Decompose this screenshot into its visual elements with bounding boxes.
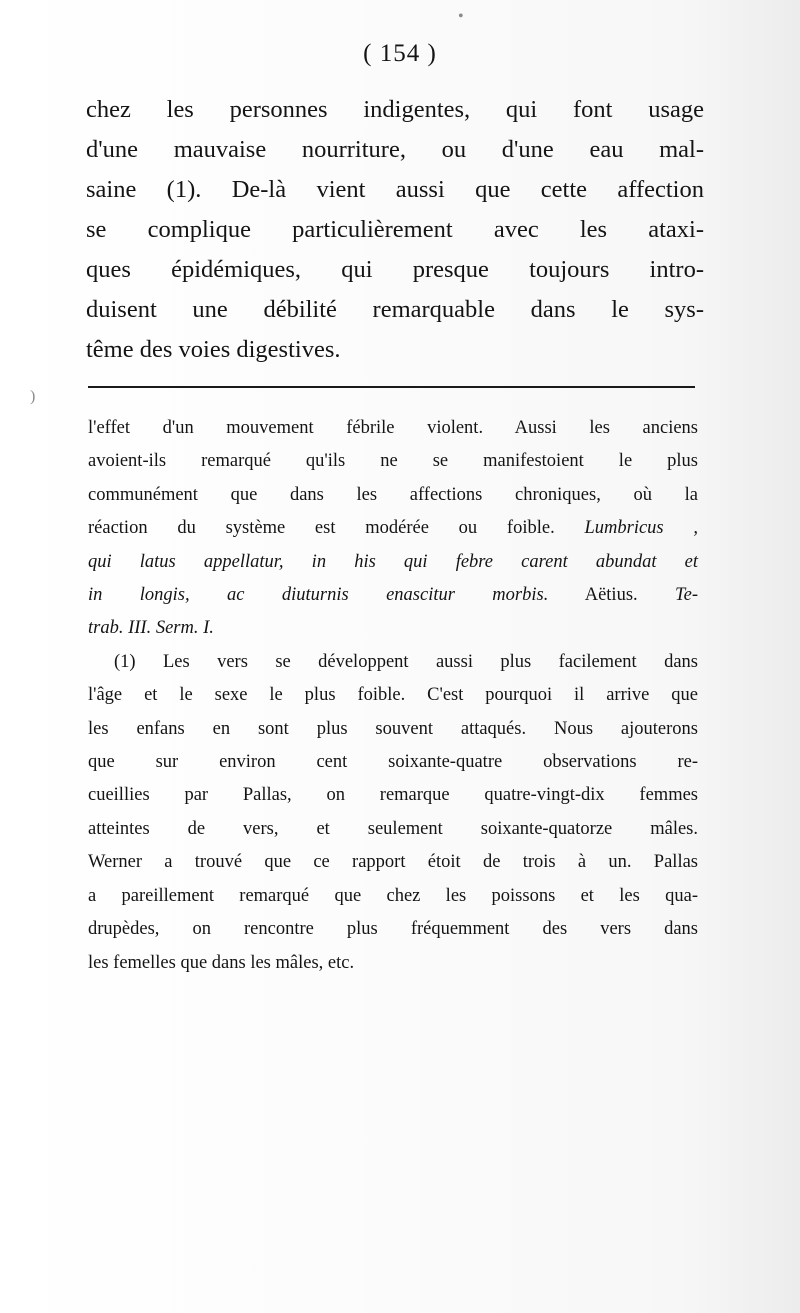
footnote-line: Werner a trouvé que ce rapport étoit de trois à un. Pallas <box>88 852 698 873</box>
footnote-continued <box>88 412 698 646</box>
footnote-divider <box>88 386 695 388</box>
footnote-line: a pareillement remarqué que chez les poissons et les qua- <box>88 885 698 906</box>
citation-ref: trab. III. Serm. I. <box>88 618 214 639</box>
footnote-text: réaction du système est modérée ou foible. <box>88 518 555 539</box>
text-line: se complique particulièrement avec les ataxi- <box>86 216 704 243</box>
text-line: saine (1). De-là vient aussi que cette affection <box>86 176 704 203</box>
citation-author: Aëtius. <box>584 585 638 606</box>
latin-quote-start: Lumbricus , <box>584 518 699 539</box>
footnote-line: les femelles que dans les mâles, etc. <box>88 952 355 973</box>
latin-quote-line: in longis, ac diuturnis enascitur morbis. <box>88 585 549 606</box>
latin-quote-line: qui latus appellatur, in his qui febre carent abundat et <box>88 551 698 572</box>
text-line: tême des voies digestives. <box>86 336 341 363</box>
footnote-line: communément que dans les affections chroniques, où la <box>88 484 698 505</box>
footnote-line: atteintes de vers, et seulement soixante-quatorze mâles. <box>88 818 698 839</box>
page-number: ( 154 ) <box>363 40 437 67</box>
footnote-line: l'effet d'un mouvement fébrile violent. Aussi les anciens <box>88 418 698 438</box>
footnote-line: les enfans en sont plus souvent attaqués. Nous ajouterons <box>88 718 698 739</box>
footnote-line-mixed <box>88 579 698 612</box>
footnote-line: cueillies par Pallas, on remarque quatre-vingt-dix femmes <box>88 785 698 806</box>
main-text <box>86 90 704 370</box>
footnote-line: avoient-ils remarqué qu'ils ne se manifestoient le plus <box>88 451 698 472</box>
margin-mark: ) <box>30 388 36 405</box>
footnote-line: l'âge et le sexe le plus foible. C'est pourquoi il arrive que <box>88 685 698 706</box>
text-line: chez les personnes indigentes, qui font usage <box>86 96 704 123</box>
footnote-line: que sur environ cent soixante-quatre observations re- <box>88 752 698 773</box>
text-line: ques épidémiques, qui presque toujours intro- <box>86 256 704 283</box>
footnotes <box>88 412 698 980</box>
text-line: d'une mauvaise nourriture, ou d'une eau mal- <box>86 136 704 163</box>
footnote-1 <box>88 646 698 980</box>
footnote-line: (1) Les vers se développent aussi plus facilement dans <box>114 651 698 672</box>
footnote-line: drupèdes, on rencontre plus fréquemment des vers dans <box>88 919 698 940</box>
footnote-line-mixed <box>88 512 698 545</box>
citation-ref: Te- <box>675 585 699 606</box>
speck-mark: • <box>458 8 464 25</box>
text-line: duisent une débilité remarquable dans le sys- <box>86 296 704 323</box>
